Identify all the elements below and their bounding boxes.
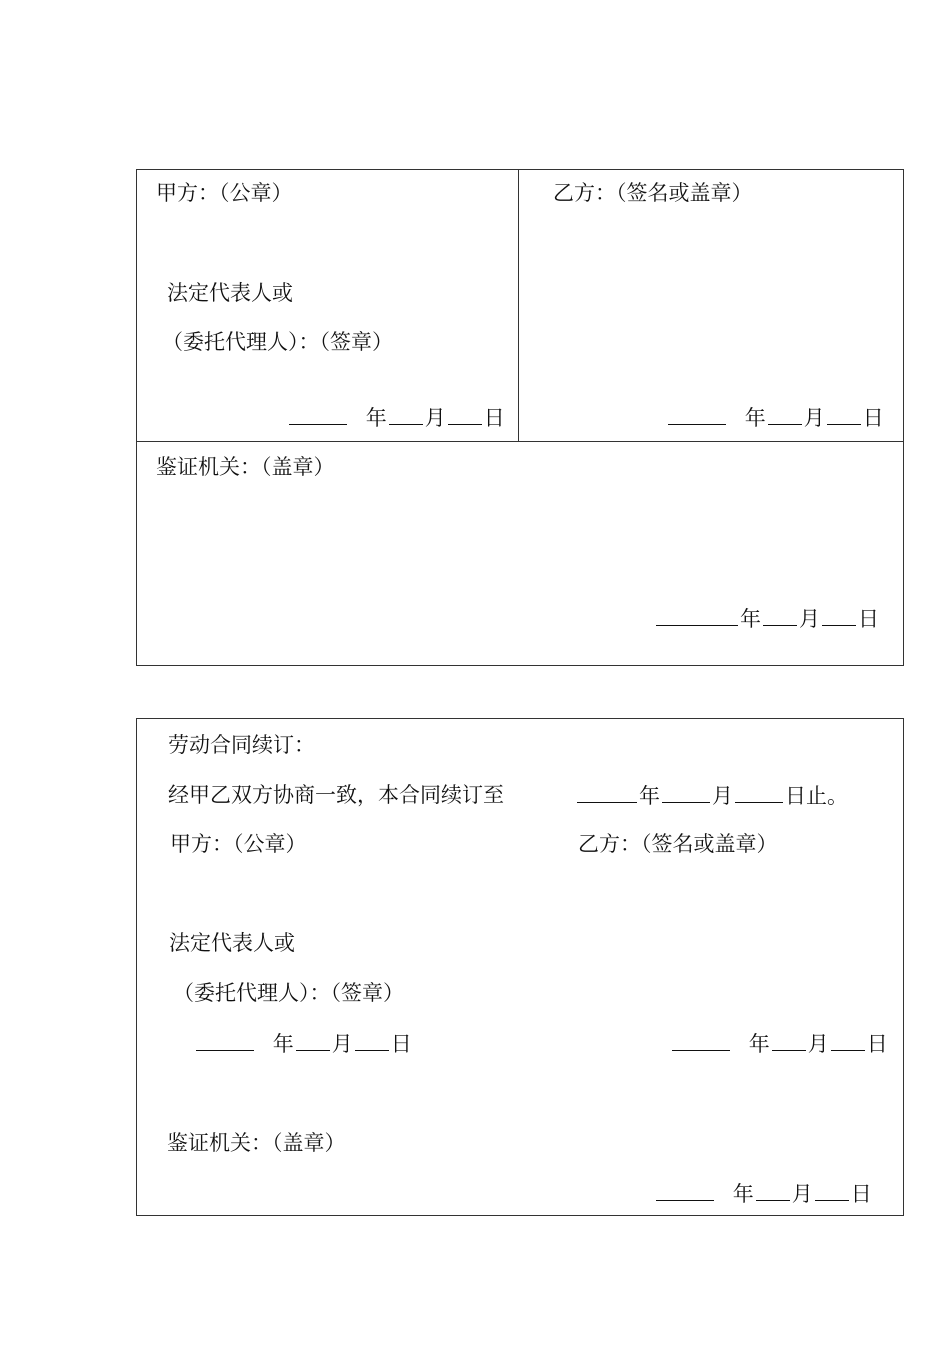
month-blank[interactable] bbox=[296, 1030, 330, 1051]
renewal-legal-rep-line2: （委托代理人）：（签章） bbox=[173, 981, 404, 1005]
month-label: 月 bbox=[807, 1032, 829, 1056]
year-blank[interactable] bbox=[668, 404, 726, 425]
renewal-party-a-date bbox=[194, 1030, 412, 1057]
year-label: 年 bbox=[365, 406, 387, 430]
month-label: 月 bbox=[799, 607, 820, 631]
day-label: 日 bbox=[390, 1032, 412, 1056]
day-blank[interactable] bbox=[815, 1180, 849, 1201]
table-1-row-divider bbox=[136, 441, 904, 442]
year-label: 年 bbox=[744, 406, 766, 430]
day-label: 日 bbox=[858, 607, 879, 631]
renewal-end-date bbox=[575, 782, 848, 809]
month-blank[interactable] bbox=[763, 605, 797, 626]
year-label: 年 bbox=[740, 607, 761, 631]
party-b-label: 乙方：（签名或盖章） bbox=[553, 181, 753, 205]
month-blank[interactable] bbox=[772, 1030, 806, 1051]
renewal-legal-rep-line1: 法定代表人或 bbox=[169, 931, 295, 955]
month-blank[interactable] bbox=[662, 782, 710, 803]
year-blank[interactable] bbox=[672, 1030, 730, 1051]
month-label: 月 bbox=[424, 406, 446, 430]
day-label: 日 bbox=[483, 406, 505, 430]
day-blank[interactable] bbox=[822, 605, 856, 626]
year-blank[interactable] bbox=[196, 1030, 254, 1051]
year-label: 年 bbox=[748, 1032, 770, 1056]
renewal-party-a-label: 甲方：（公章） bbox=[170, 832, 307, 856]
year-blank[interactable] bbox=[656, 1180, 714, 1201]
day-label: 日 bbox=[850, 1182, 872, 1206]
day-blank[interactable] bbox=[831, 1030, 865, 1051]
party-b-date bbox=[666, 404, 884, 431]
day-blank[interactable] bbox=[735, 782, 783, 803]
month-blank[interactable] bbox=[768, 404, 802, 425]
month-label: 月 bbox=[712, 784, 733, 808]
authority-date bbox=[654, 605, 879, 632]
year-blank[interactable] bbox=[577, 782, 637, 803]
month-label: 月 bbox=[803, 406, 825, 430]
month-blank[interactable] bbox=[389, 404, 423, 425]
renewal-authority-label: 鉴证机关：（盖章） bbox=[167, 1131, 346, 1155]
renewal-party-b-date bbox=[670, 1030, 888, 1057]
day-label: 日 bbox=[866, 1032, 888, 1056]
renewal-text: 经甲乙双方协商一致，本合同续订至 bbox=[168, 783, 504, 807]
end-suffix: 日止。 bbox=[785, 784, 848, 808]
renewal-heading: 劳动合同续订： bbox=[168, 733, 315, 757]
year-label: 年 bbox=[732, 1182, 754, 1206]
year-blank[interactable] bbox=[289, 404, 347, 425]
renewal-party-b-label: 乙方：（签名或盖章） bbox=[578, 832, 778, 856]
year-label: 年 bbox=[272, 1032, 294, 1056]
legal-rep-line2: （委托代理人）：（签章） bbox=[162, 330, 393, 354]
month-label: 月 bbox=[791, 1182, 813, 1206]
day-blank[interactable] bbox=[827, 404, 861, 425]
day-blank[interactable] bbox=[355, 1030, 389, 1051]
authority-label: 鉴证机关：（盖章） bbox=[156, 455, 335, 479]
legal-rep-line1: 法定代表人或 bbox=[167, 281, 293, 305]
year-blank[interactable] bbox=[656, 605, 738, 626]
year-label: 年 bbox=[639, 784, 660, 808]
month-blank[interactable] bbox=[756, 1180, 790, 1201]
day-label: 日 bbox=[862, 406, 884, 430]
day-blank[interactable] bbox=[448, 404, 482, 425]
table-1-column-divider bbox=[518, 169, 519, 442]
renewal-authority-date bbox=[654, 1180, 872, 1207]
party-a-date bbox=[287, 404, 505, 431]
party-a-label: 甲方：（公章） bbox=[156, 181, 293, 205]
month-label: 月 bbox=[331, 1032, 353, 1056]
